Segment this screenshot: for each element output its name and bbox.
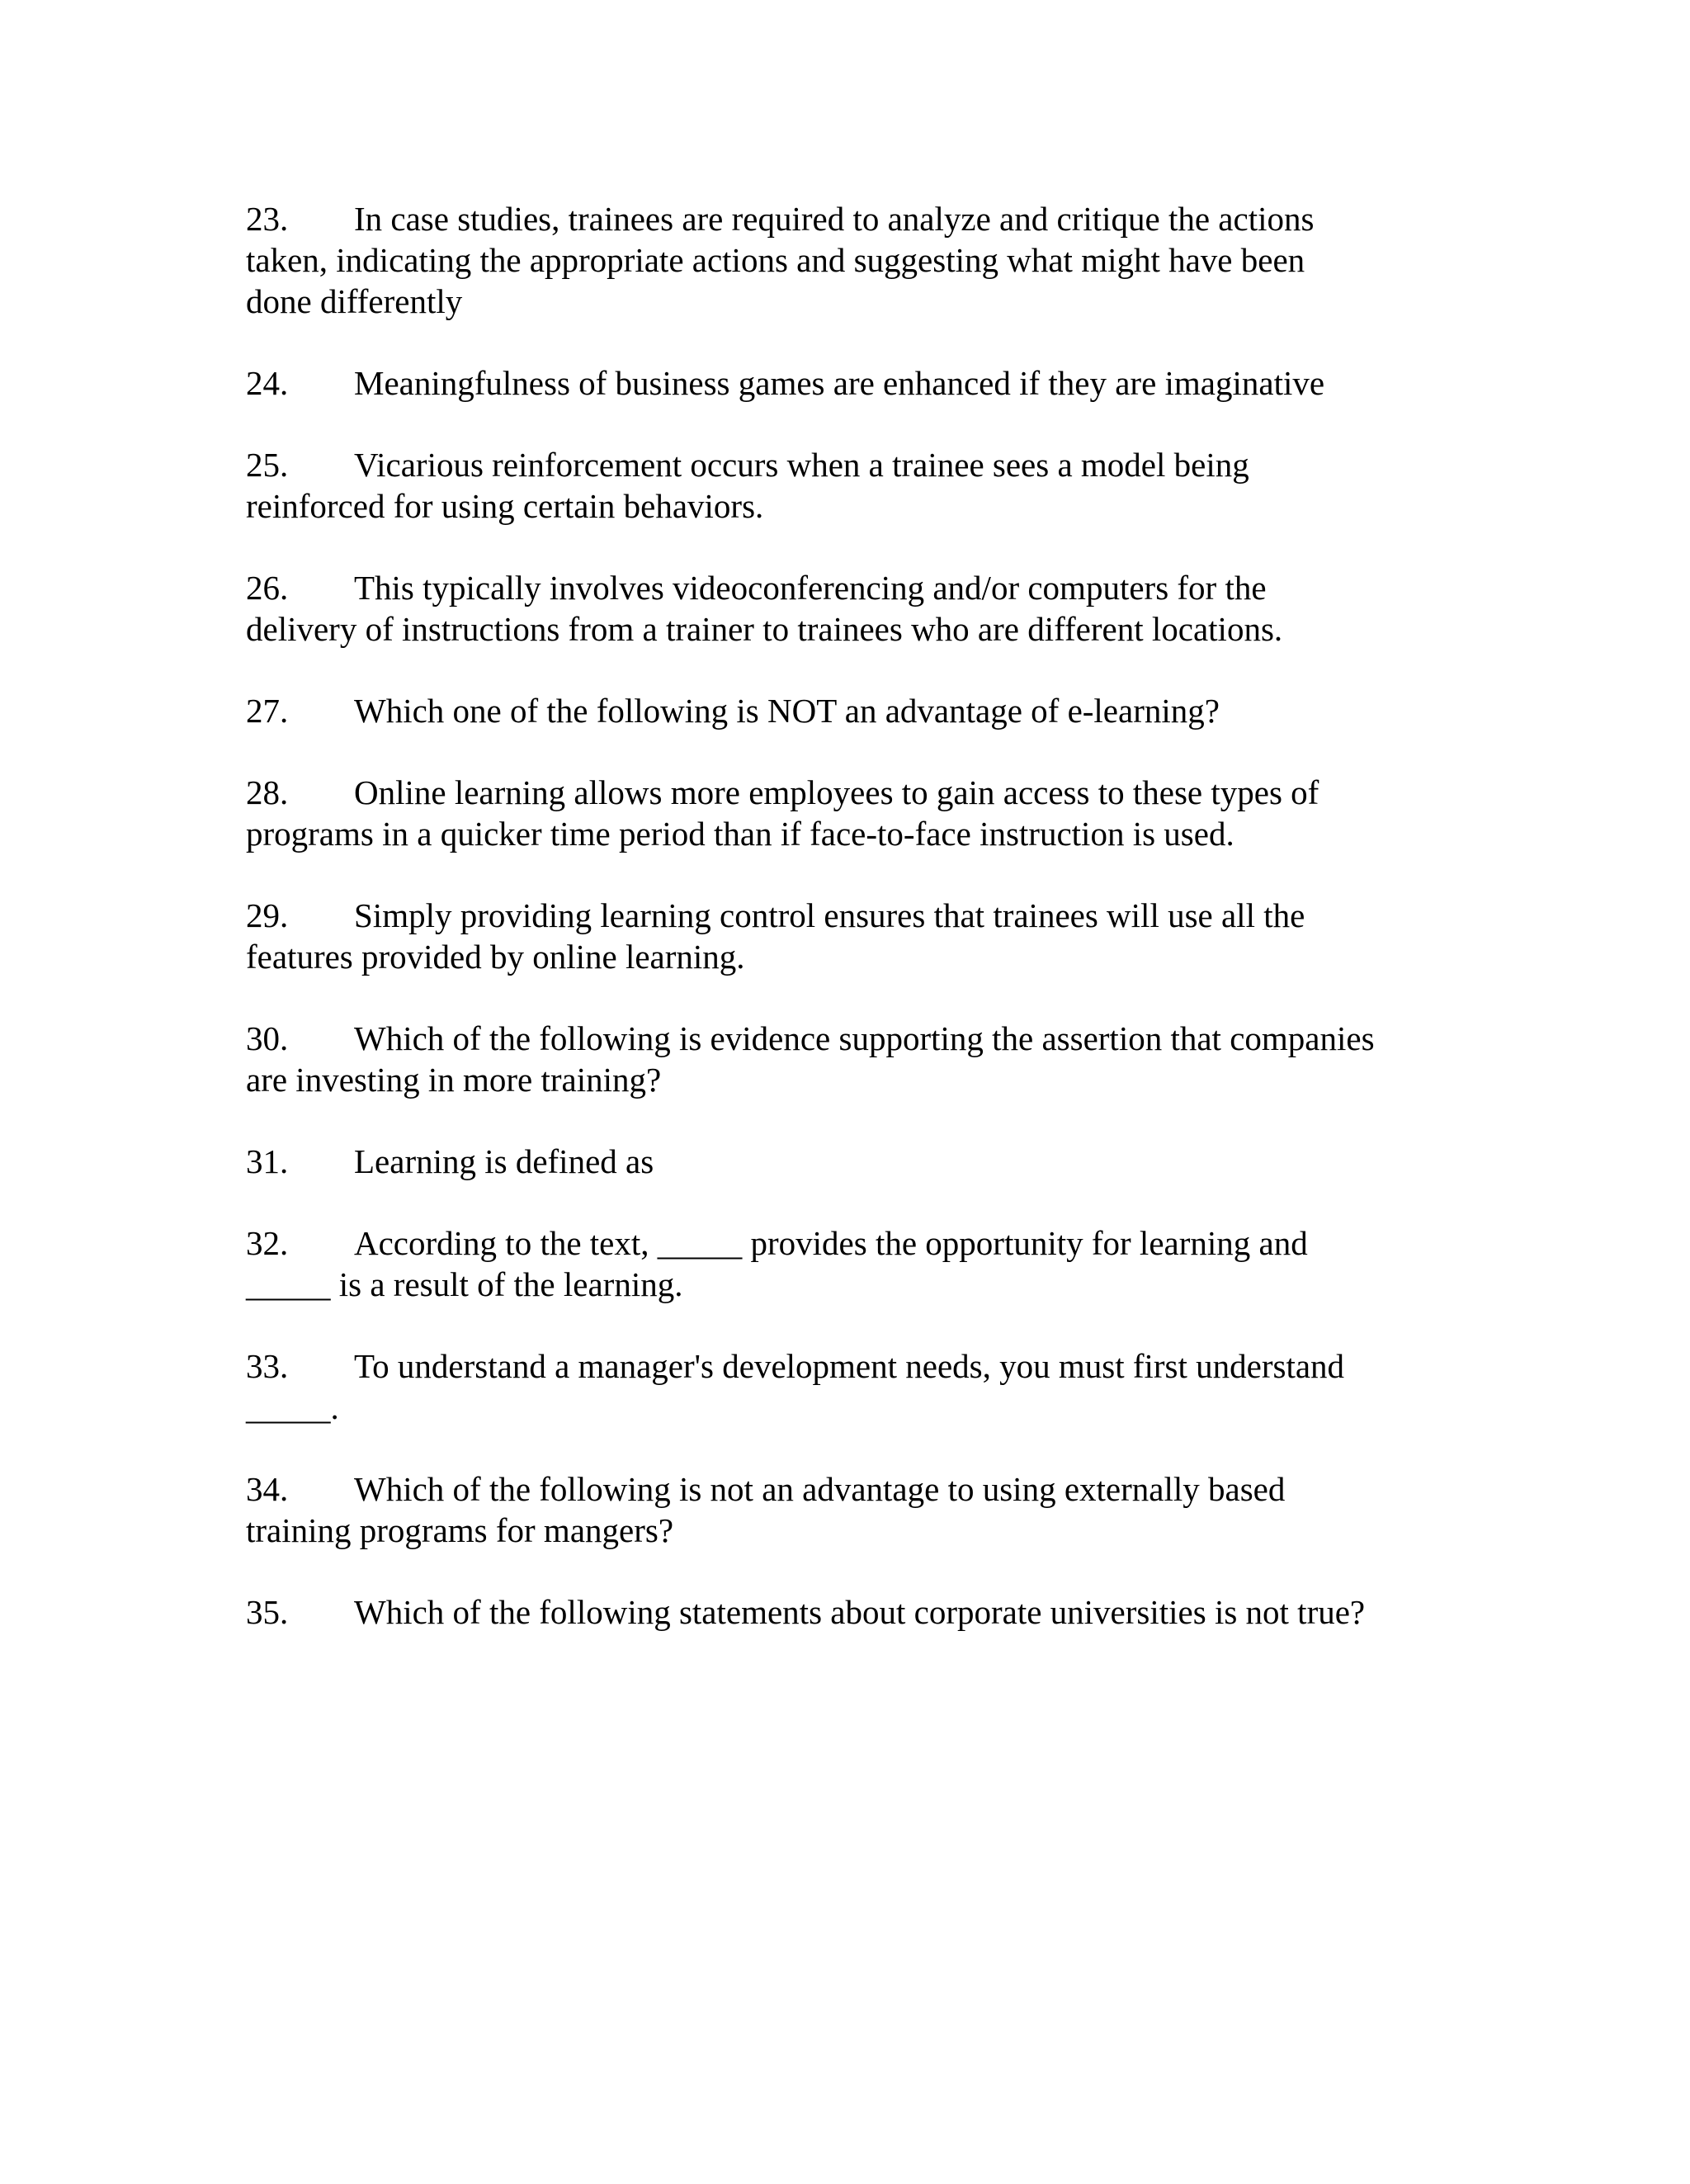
question-number: 27. — [246, 692, 289, 730]
question-item — [246, 1591, 1467, 1633]
question-item — [246, 1468, 1467, 1551]
question-continuation-line: _____ is a result of the learning. — [246, 1265, 683, 1303]
question-number: 24. — [246, 364, 289, 402]
question-number: 34. — [246, 1470, 289, 1508]
question-first-line — [246, 1345, 1467, 1387]
question-continuation-line: done differently — [246, 282, 463, 320]
question-first-line — [246, 895, 1467, 936]
question-item — [246, 198, 1467, 322]
question-continuation-line: reinforced for using certain behaviors. — [246, 487, 764, 525]
question-number: 35. — [246, 1593, 289, 1631]
question-number: 32. — [246, 1224, 289, 1262]
question-text: This typically involves videoconferencing and/or computers for the — [354, 569, 1267, 607]
question-text: Which of the following is not an advantage to using externally based — [354, 1470, 1286, 1508]
question-item — [246, 362, 1467, 404]
question-text: Simply providing learning control ensures that trainees will use all the — [354, 896, 1305, 934]
question-text: Meaningfulness of business games are enhanced if they are imaginative — [354, 364, 1325, 402]
question-item — [246, 1018, 1467, 1100]
question-item — [246, 895, 1467, 977]
question-first-line — [246, 1222, 1467, 1264]
question-text: According to the text, _____ provides the opportunity for learning and — [354, 1224, 1308, 1262]
question-continuation-line: taken, indicating the appropriate actions and suggesting what might have been — [246, 241, 1305, 279]
question-continuation-line: training programs for mangers? — [246, 1511, 674, 1549]
question-first-line — [246, 1018, 1467, 1059]
question-first-line — [246, 198, 1467, 239]
question-list — [246, 198, 1467, 1673]
question-text: Which of the following is evidence supporting the assertion that companies — [354, 1019, 1375, 1057]
question-text: Learning is defined as — [354, 1142, 654, 1180]
question-number: 25. — [246, 446, 289, 484]
question-text: Online learning allows more employees to gain access to these types of — [354, 773, 1319, 811]
question-text: Which of the following statements about corporate universities is not true? — [354, 1593, 1366, 1631]
question-number: 33. — [246, 1347, 289, 1385]
question-continuation-line: _____. — [246, 1388, 339, 1426]
question-number: 30. — [246, 1019, 289, 1057]
question-text: Which one of the following is NOT an advantage of e-learning? — [354, 692, 1220, 730]
question-first-line — [246, 362, 1467, 404]
question-number: 29. — [246, 896, 289, 934]
question-first-line — [246, 772, 1467, 813]
question-first-line — [246, 1468, 1467, 1510]
question-number: 28. — [246, 773, 289, 811]
question-number: 26. — [246, 569, 289, 607]
question-first-line — [246, 690, 1467, 731]
question-continuation-line: programs in a quicker time period than if face-to-face instruction is used. — [246, 815, 1234, 853]
question-first-line — [246, 567, 1467, 608]
question-item — [246, 690, 1467, 731]
question-item — [246, 567, 1467, 650]
question-item — [246, 444, 1467, 527]
question-first-line — [246, 1591, 1467, 1633]
question-continuation-line: are investing in more training? — [246, 1061, 662, 1099]
question-text: In case studies, trainees are required to analyze and critique the actions — [354, 200, 1315, 238]
question-text: To understand a manager's development needs, you must first understand — [354, 1347, 1345, 1385]
question-item — [246, 772, 1467, 854]
question-item — [246, 1141, 1467, 1182]
question-continuation-line: delivery of instructions from a trainer to trainees who are different locations. — [246, 610, 1283, 648]
question-first-line — [246, 444, 1467, 485]
question-number: 23. — [246, 200, 289, 238]
question-continuation-line: features provided by online learning. — [246, 938, 745, 976]
question-first-line — [246, 1141, 1467, 1182]
question-item — [246, 1345, 1467, 1428]
question-item — [246, 1222, 1467, 1305]
question-number: 31. — [246, 1142, 289, 1180]
question-text: Vicarious reinforcement occurs when a trainee sees a model being — [354, 446, 1249, 484]
